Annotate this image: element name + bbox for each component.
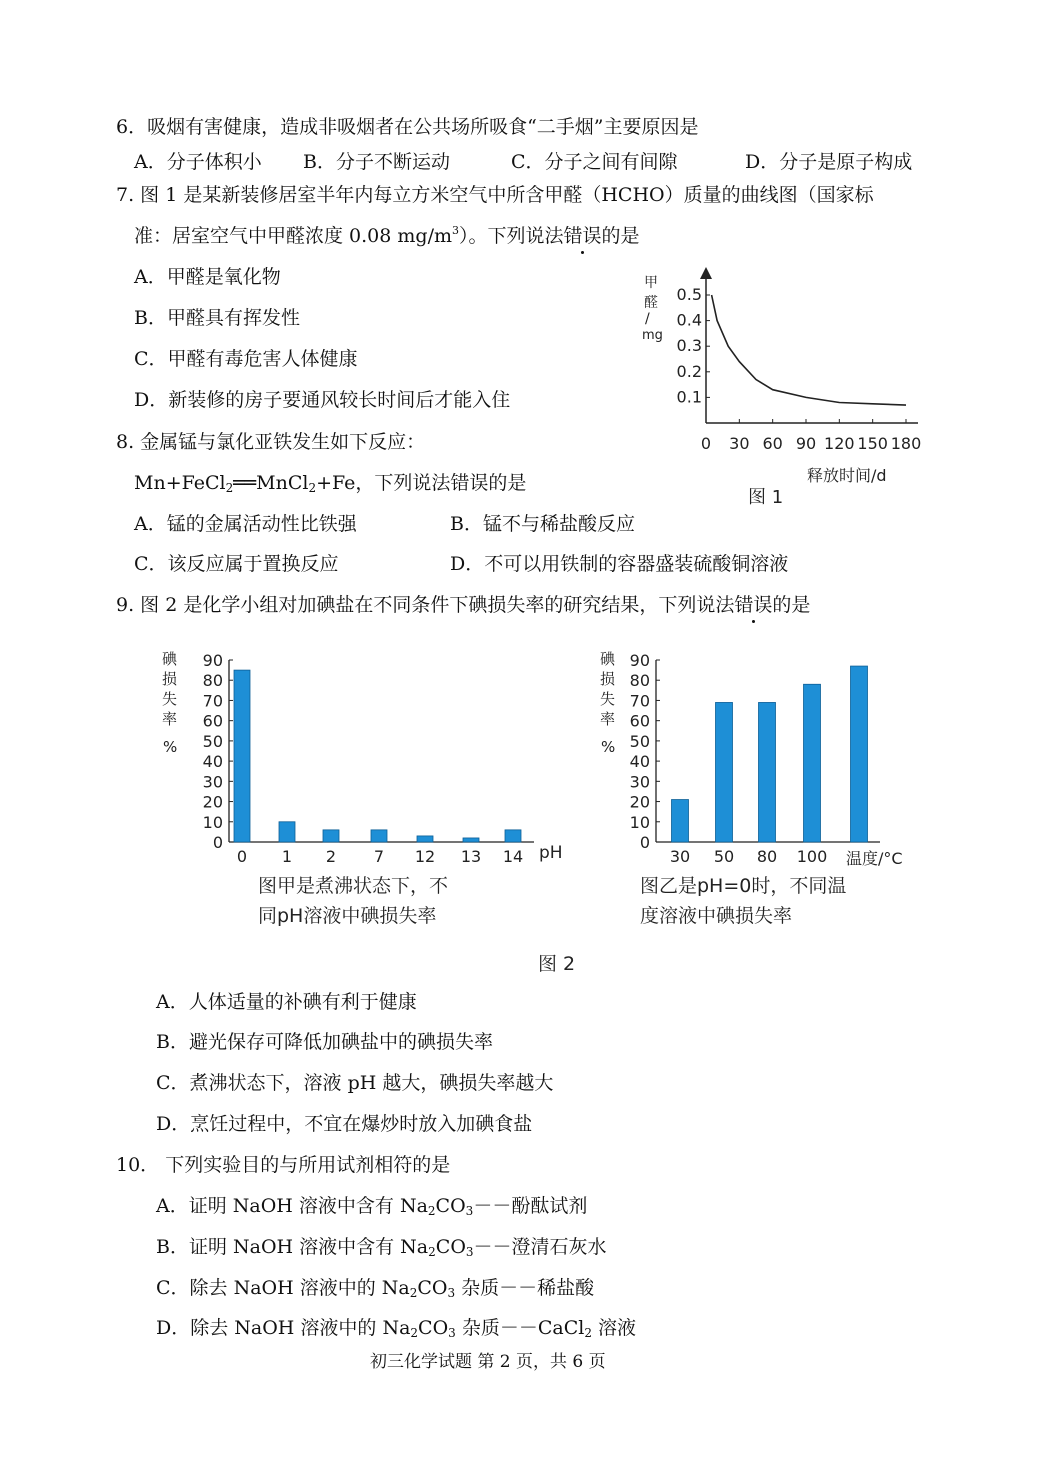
fig1-ytick-label-4: 0.5: [676, 285, 702, 304]
fig1-xtick-label-2: 60: [762, 434, 783, 453]
fa-ytick-label-6: 60: [202, 711, 223, 731]
fig1-ylabel-char-2: 醛: [644, 295, 658, 311]
fig1-caption: 图 1: [748, 487, 784, 508]
fa-xtick-label-1: 1: [281, 847, 293, 866]
q8-equation: [134, 471, 526, 495]
fa-bar-0: [234, 670, 250, 842]
q8-eq-part1: Mn+FeCl: [134, 472, 226, 494]
q7-option-c: C．甲醛有毒危害人体健康: [134, 348, 358, 370]
fa-ytick-label-0: 0: [212, 833, 223, 852]
q9-option-a: A．人体适量的补碘有利于健康: [156, 991, 417, 1013]
q10-option-a: A．证明 NaOH 溶液中含有 $Na_2CO_3--$酚酞试剂: [156, 1195, 588, 1218]
q8-option-d: D．不可以用铁制的容器盛装硫酸铜溶液: [450, 553, 789, 575]
fig1-line-chart: [630, 265, 930, 510]
fa-xtick-label-5: 13: [460, 847, 482, 866]
fb-ytick-label-3: 30: [629, 772, 650, 792]
fig2-temp-bar-chart: [592, 640, 932, 940]
fa-ytick-label-4: 40: [202, 752, 223, 772]
fb-xtick-label-1: 50: [713, 847, 735, 866]
fig2a-xlabel: pH: [539, 843, 563, 863]
fig1-xlabel: 释放时间/d: [807, 466, 887, 485]
q7-stem-line1: 7. 图 1 是某新装修居室半年内每立方米空气中所含甲醛（HCHO）质量的曲线图（国家标: [116, 184, 874, 206]
fa-xtick-label-4: 12: [414, 847, 436, 866]
fa-bar-5: [463, 838, 479, 842]
fb-ylabel-char-1: 损: [600, 670, 616, 688]
fig1-ytick-label-0: 0.1: [676, 387, 702, 407]
fig1-xtick-label-1: 30: [729, 434, 750, 453]
fig1-ytick-label-1: 0.2: [676, 361, 702, 381]
q8-option-c: C．该反应属于置换反应: [134, 553, 339, 575]
fb-ytick-label-8: 80: [629, 671, 650, 691]
q7-option-a: A．甲醛是氧化物: [134, 266, 281, 288]
page-footer: 初三化学试题 第 2 页，共 6 页: [370, 1352, 606, 1372]
fig2-caption: 图 2: [538, 953, 576, 975]
fb-xtick-label-2: 80: [756, 847, 778, 866]
fig1-ylabel-slash: /: [645, 311, 650, 327]
fb-ytick-label-6: 60: [629, 711, 650, 731]
q8-eq-part3: +Fe，下列说法错误的是: [316, 472, 527, 494]
fa-ylabel-percent: %: [163, 738, 178, 756]
fa-ytick-label-9: 90: [202, 651, 223, 670]
fa-xtick-label-2: 2: [325, 847, 337, 866]
fig2b-xlabel: 温度/°C: [846, 849, 903, 868]
q8-option-a: A．锰的金属活动性比铁强: [134, 513, 357, 535]
q9-emphasis-wrong: 错误: [734, 594, 773, 616]
fig2b-caption-line1: 图乙是pH=0时，不同温: [640, 875, 847, 897]
fa-xtick-label-6: 14: [502, 847, 524, 866]
q7-stem-line2: [134, 224, 640, 248]
fa-bar-4: [417, 836, 433, 842]
q7-stem-line2-text-c: 的是: [601, 225, 640, 247]
fb-ylabel-char-3: 率: [600, 710, 616, 728]
fig1-ytick-label-3: 0.4: [676, 310, 702, 330]
q8-option-b: B．锰不与稀盐酸反应: [450, 513, 635, 535]
fa-xtick-label-3: 7: [373, 847, 385, 866]
fa-bar-3: [371, 830, 387, 842]
fa-ylabel-char-3: 率: [162, 710, 178, 728]
q8-eq-sub2: 2: [308, 481, 317, 495]
fb-ytick-label-2: 20: [629, 792, 650, 812]
q9-stem-text: 9. 图 2 是化学小组对加碘盐在不同条件下碘损失率的研究结果，下列说法: [116, 594, 735, 616]
fb-ylabel-char-0: 碘: [600, 650, 616, 668]
q9-option-c: C．煮沸状态下，溶液 pH 越大，碘损失率越大: [156, 1072, 554, 1094]
fb-ytick-label-4: 40: [629, 752, 650, 772]
q7-option-d: D．新装修的房子要通风较长时间后才能入住: [134, 389, 511, 411]
fb-ytick-label-9: 90: [629, 651, 650, 670]
q10-option-b: B．证明 NaOH 溶液中含有 $Na_2CO_3--$澄清石灰水: [156, 1236, 607, 1259]
fa-ylabel-char-0: 碘: [162, 650, 178, 668]
fb-xtick-label-0: 30: [669, 847, 691, 866]
fb-bar-0: [672, 800, 689, 842]
fig1-xtick-label-3: 90: [795, 434, 817, 453]
fa-ytick-label-1: 10: [202, 812, 223, 832]
q9-stem: [116, 593, 810, 617]
fig2a-caption-line2: 同pH溶液中碘损失率: [258, 905, 437, 927]
fa-xtick-label-0: 0: [236, 847, 248, 866]
q10-option-d: D．除去 NaOH 溶液中的 $Na_2CO_3$ 杂质－－CaCl$_2$ 溶液: [156, 1317, 637, 1340]
q7-stem-line2-text: 准：居室空气中甲醛浓度 0.08 mg/m: [134, 225, 452, 247]
fa-ytick-label-7: 70: [202, 691, 223, 711]
q6-option-b: B．分子不断运动: [303, 151, 450, 173]
q10-stem: 10． 下列实验目的与所用试剂相符的是: [116, 1154, 451, 1176]
fb-ytick-label-7: 70: [629, 691, 650, 711]
q6-stem: 6．吸烟有害健康，造成非吸烟者在公共场所吸食“二手烟”主要原因是: [116, 116, 699, 138]
fb-xtick-label-3: 100: [796, 847, 828, 866]
fig1-xtick-label-6: 180: [890, 434, 922, 453]
fig2-ph-bar-chart: [150, 640, 570, 940]
fa-bar-2: [323, 830, 339, 842]
q6-option-d: D．分子是原子构成: [745, 151, 913, 173]
q7-option-b: B．甲醛具有挥发性: [134, 307, 300, 329]
fa-ylabel-char-2: 失: [162, 690, 178, 708]
fb-bar-2: [759, 702, 776, 842]
fb-bar-3: [804, 684, 821, 842]
q8-eq-part2: ══MnCl: [233, 472, 309, 494]
fig1-xtick-label-4: 120: [824, 434, 855, 453]
fig2b-caption-line2: 度溶液中碘损失率: [640, 905, 793, 927]
fig1-ytick-label-2: 0.3: [676, 336, 702, 356]
fb-bar-4: [851, 666, 868, 842]
fig1-xtick-label-5: 150: [857, 434, 888, 453]
q9-stem-text-b: 的是: [772, 594, 811, 616]
q9-option-d: D．烹饪过程中，不宜在爆炒时放入加碘食盐: [156, 1113, 533, 1135]
fb-ylabel-char-2: 失: [600, 690, 616, 708]
fa-ytick-label-2: 20: [202, 792, 223, 812]
fb-ylabel-percent: %: [601, 738, 616, 756]
fig1-xtick-label-0: 0: [700, 434, 712, 453]
fig2a-caption-line1: 图甲是煮沸状态下，不: [258, 875, 449, 897]
q7-emphasis-wrong: 错误: [563, 225, 602, 247]
fb-ytick-label-5: 50: [629, 731, 650, 751]
q9-option-b: B．避光保存可降低加碘盐中的碘损失率: [156, 1031, 493, 1053]
fig1-series-line: [712, 295, 906, 405]
fa-bar-6: [505, 830, 521, 842]
fb-bar-1: [716, 702, 733, 842]
fa-ylabel-char-1: 损: [162, 670, 178, 688]
fig1-ylabel-unit: mg: [642, 328, 663, 343]
q10-option-c: C．除去 NaOH 溶液中的 $Na_2CO_3$ 杂质－－稀盐酸: [156, 1277, 595, 1300]
fa-bar-1: [279, 822, 295, 842]
fig1-ylabel-char-1: 甲: [644, 275, 658, 291]
fa-ytick-label-3: 30: [202, 772, 223, 792]
fa-ytick-label-8: 80: [202, 671, 223, 691]
fa-ytick-label-5: 50: [202, 731, 223, 751]
q6-option-c: C．分子之间有间隙: [511, 151, 678, 173]
q8-stem: 8. 金属锰与氯化亚铁发生如下反应：: [116, 431, 426, 453]
q7-unit-superscript: 3: [451, 224, 459, 237]
q7-stem-line2-text-b: ）。下列说法: [458, 225, 564, 247]
q6-option-a: A．分子体积小: [134, 151, 262, 173]
fb-ytick-label-1: 10: [629, 812, 650, 832]
fb-ytick-label-0: 0: [639, 833, 650, 852]
q8-eq-sub1: 2: [225, 481, 234, 495]
